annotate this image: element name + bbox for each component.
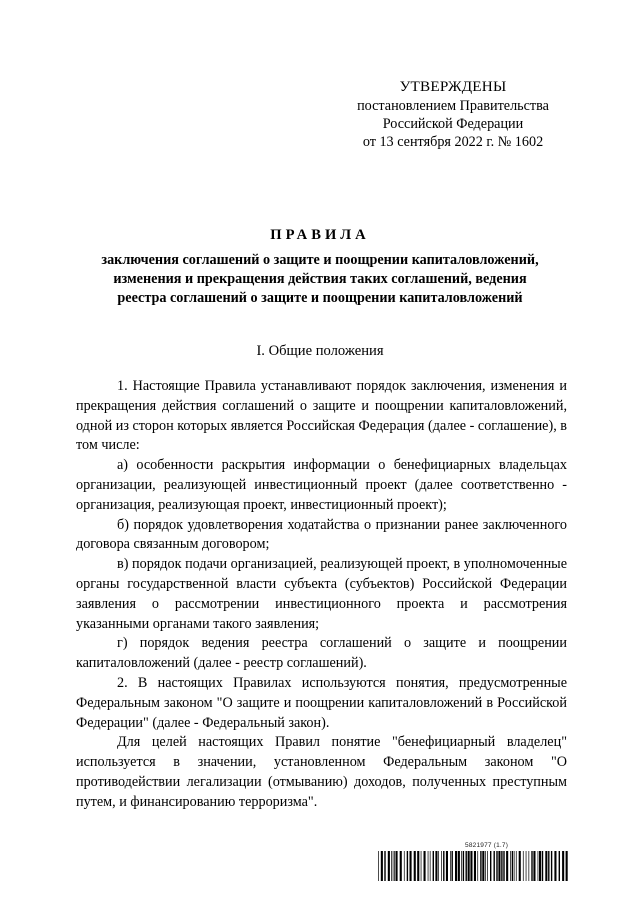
barcode-bar [470,851,472,881]
approval-line-2: Российской Федерации [382,116,524,132]
subtitle-line-2: изменения и прекращения действия таких соглашений, ведения [113,271,527,287]
barcode-bar [407,851,408,881]
barcode-bar [512,851,513,881]
barcode-bar [458,851,460,881]
barcode-bar [548,851,549,881]
approval-line-1: постановлением Правительства [357,98,549,114]
barcode-bar [485,851,486,881]
barcode-bar [393,851,394,881]
approval-line-3: от 13 сентября 2022 г. № 1602 [362,134,544,150]
subtitle-line-1: заключения соглашений о защите и поощрении капиталовложений, [101,252,539,268]
barcode-bar [519,851,521,881]
paragraph-1: 1. Настоящие Правила устанавливают порядок заключения, изменения и прекращения действия соглашений о защите и поощрении капиталовложений, одной из сторон которых является Российская Федерация (далее - соглашение), в том числе: [76,378,567,454]
barcode-bar [482,851,484,881]
barcode-bar [446,851,448,881]
barcode-image [378,851,568,881]
barcode-bar [566,851,568,881]
barcode-bar [501,851,502,881]
barcode-bar [538,851,539,881]
paragraph-1b: б) порядок удовлетворения ходатайства о признании ранее заключенного договора связанным договором; [76,516,567,553]
barcode-bar [487,851,488,881]
paragraph-1v: в) порядок подачи организацией, реализующей проект, в уполномоченные органы государственной власти субъекта (субъектов) Российской Федерации заявления о рассмотрении инвестиционного проекта и рассмотрения указанными органами такого заявления; [76,556,567,632]
barcode-bar [466,851,467,881]
barcode-bar [474,851,476,881]
barcode-bar [388,851,390,881]
barcode-bar [531,851,532,881]
barcode-bar [443,851,444,881]
barcode-bar [463,851,464,881]
barcode-bar [506,851,508,881]
approval-heading: УТВЕРЖДЕНЫ [399,78,507,95]
barcode-bar [450,851,451,881]
document-subtitle [72,251,568,308]
barcode-bar [404,851,405,881]
barcode-bar [510,851,511,881]
barcode-bar [533,851,535,881]
barcode-bar [494,851,495,881]
barcode-bar [526,851,527,881]
barcode-bar [503,851,504,881]
barcode-bar [433,851,434,881]
section-heading: I. Общие положения [256,343,384,359]
barcode-bar [468,851,470,881]
barcode-bar [545,851,547,881]
barcode-bar [384,851,385,881]
barcode-bar [396,851,398,881]
barcode-bar [498,851,500,881]
paragraph-2-definition: Для целей настоящих Правил понятие "бенефициарный владелец" используется в значении, установленном Федеральным законом "О противодействии легализации (отмыванию) доходов, полученных преступным путем, и финансированию терроризма". [76,734,567,810]
barcode-bar [410,851,412,881]
barcode-bar [455,851,457,881]
barcode-bar [400,851,402,881]
barcode-bar [441,851,442,881]
barcode-bar [477,851,478,881]
barcode-bar [554,851,556,881]
barcode-bar [496,851,497,881]
barcode-bar [551,851,552,881]
barcode-bar [480,851,481,881]
barcode-bar [438,851,439,881]
barcode-bar [381,851,383,881]
paragraph-2: 2. В настоящих Правилах используются понятия, предусмотренные Федеральным законом "О защите и поощрении капиталовложений в Российской Федерации" (далее - Федеральный закон). [76,674,567,731]
barcode-bar [414,851,416,881]
barcode-bar [542,851,543,881]
barcode-number: 5821977 (1.7) [465,842,509,849]
paragraph-1g: г) порядок ведения реестра соглашений о защите и поощрении капиталовложений (далее - реестр соглашений). [76,635,567,672]
barcode-bar [539,851,541,881]
barcode-bar [514,851,515,881]
barcode-bar [452,851,453,881]
barcode-bar [424,851,426,881]
subtitle-line-3: реестра соглашений о защите и поощрении капиталовложений [117,290,523,306]
paragraph-1a: а) особенности раскрытия информации о бенефициарных владельцах организации, реализующей инвестиционный проект (далее соответственно - организация, реализующая проект, инвестиционный проект); [76,457,567,513]
barcode-bar [490,851,491,881]
barcode-bar [516,851,517,881]
document-title: ПРАВИЛА [270,227,370,243]
barcode-bar [421,851,422,881]
barcode-bar [378,851,379,881]
approval-stamp [340,78,566,151]
barcode-bar [562,851,564,881]
barcode-bar [435,851,437,881]
barcode-bar [428,851,429,881]
barcode-bar [461,851,462,881]
barcode-bar [529,851,530,881]
barcode-bar [394,851,395,881]
barcode-bar [523,851,524,881]
barcode-bar [559,851,560,881]
barcode-bar [430,851,431,881]
barcode-bar [391,851,392,881]
barcode-bar [417,851,419,881]
document-body [76,377,567,813]
